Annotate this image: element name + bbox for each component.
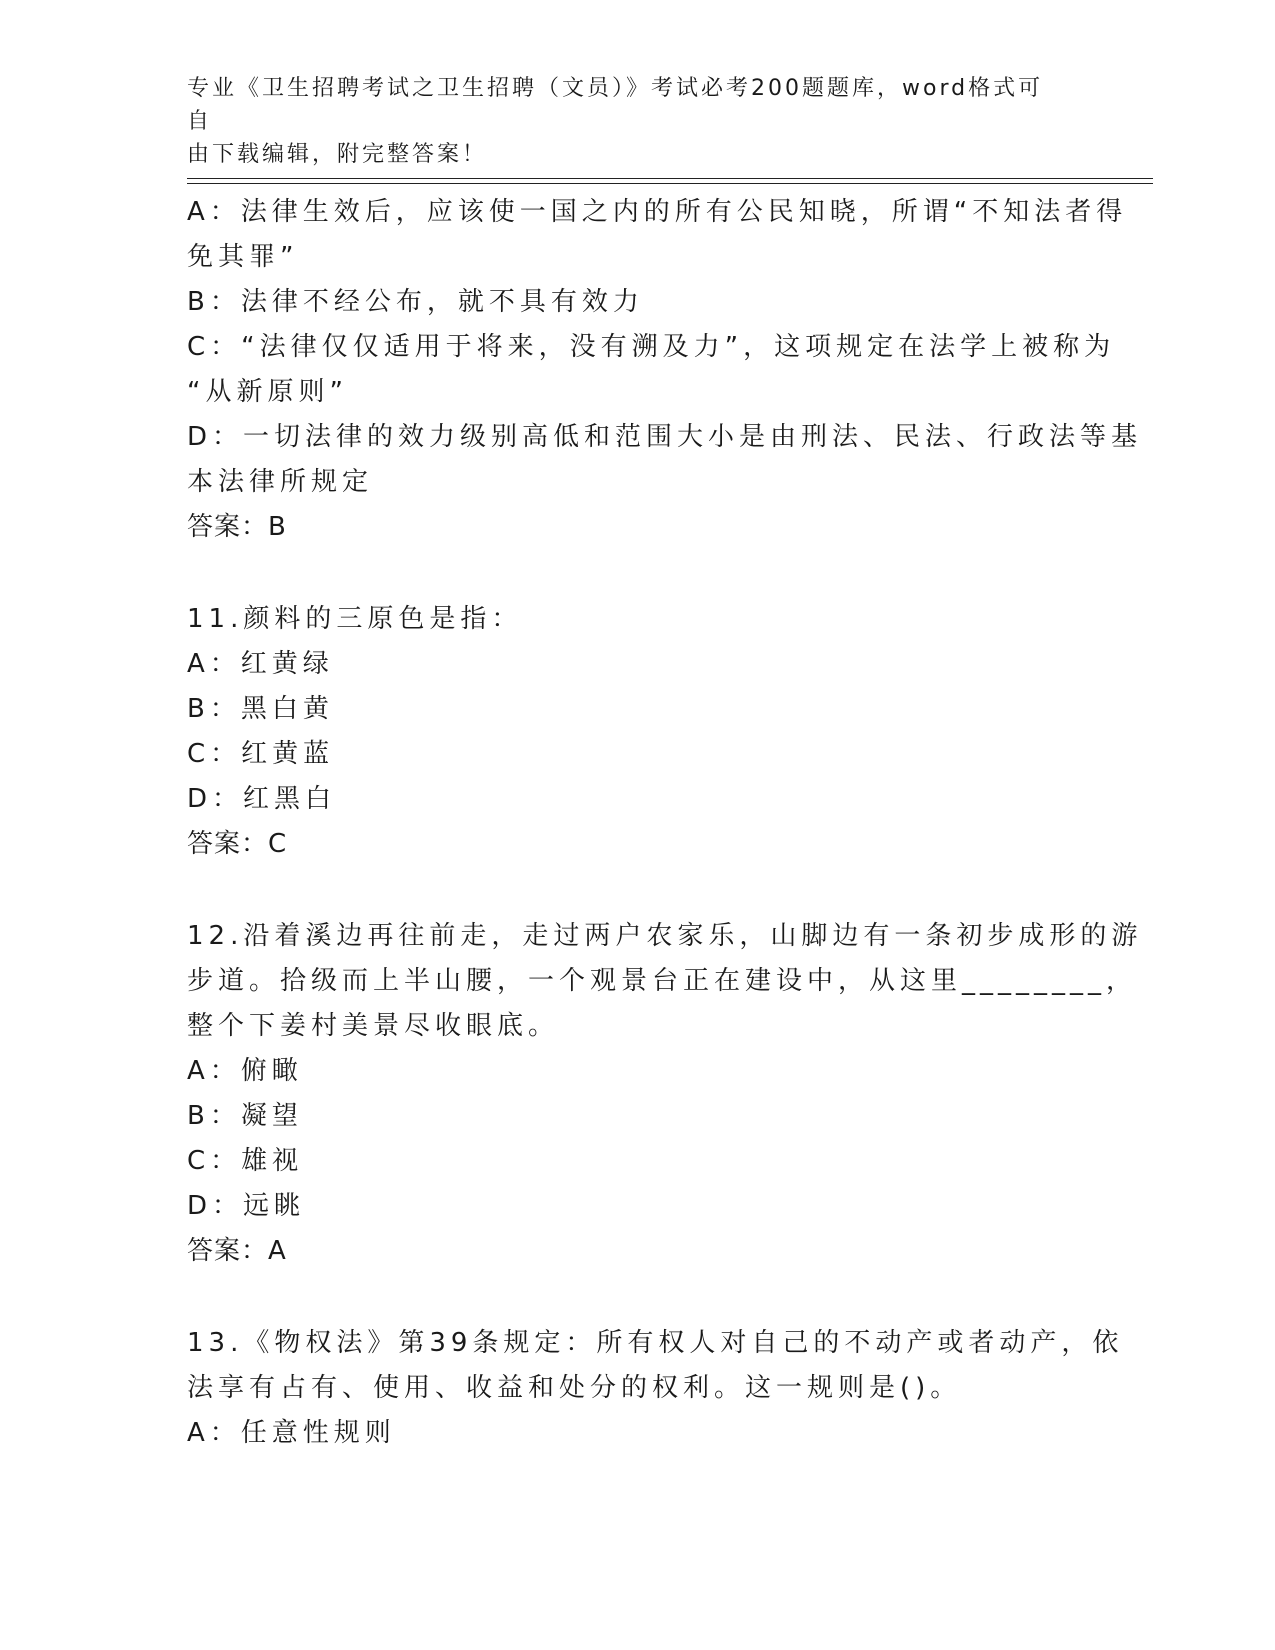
header-rule-bottom xyxy=(187,183,1153,184)
option-d: D：红黑白 xyxy=(187,784,337,814)
spacer xyxy=(187,1274,1087,1321)
option-a: A：红黄绿 xyxy=(187,649,334,679)
option-a: A：任意性规则 xyxy=(187,1418,396,1448)
question-stem: 11.颜料的三原色是指： xyxy=(187,604,523,634)
option-d-line-2: 本法律所规定 xyxy=(187,467,374,497)
question-stem-line-1: 13.《物权法》第39条规定：所有权人对自己的不动产或者动产，依 xyxy=(187,1328,1124,1358)
question-stem-line-3: 整个下姜村美景尽收眼底。 xyxy=(187,1011,560,1041)
option-d-line-1: D：一切法律的效力级别高低和范围大小是由刑法、民法、行政法等基 xyxy=(187,422,1143,452)
option-b: B：黑白黄 xyxy=(187,694,334,724)
option-c-line-1: C：“法律仅仅适用于将来，没有溯及力”，这项规定在法学上被称为 xyxy=(187,332,1116,362)
answer-line: 答案：B xyxy=(187,512,287,542)
spacer xyxy=(187,867,1087,914)
option-a-line-2: 免其罪” xyxy=(187,242,299,272)
answer-line: 答案：A xyxy=(187,1236,287,1266)
header-line-1: 专业《卫生招聘考试之卫生招聘（文员）》考试必考200题题库，word格式可自 xyxy=(187,76,1044,134)
question-stem-line-1: 12.沿着溪边再往前走，走过两户农家乐，山脚边有一条初步成形的游 xyxy=(187,921,1143,951)
option-c-line-2: “从新原则” xyxy=(187,377,348,407)
question-11-block xyxy=(187,597,1087,867)
question-stem-line-2: 步道。拾级而上半山腰，一个观景台正在建设中，从这里________， xyxy=(187,966,1138,996)
option-b: B：凝望 xyxy=(187,1101,303,1131)
question-12-block xyxy=(187,914,1143,1274)
answer-line: 答案：C xyxy=(187,829,288,859)
header-line-2: 由下载编辑，附完整答案！ xyxy=(187,142,488,167)
option-a: A：俯瞰 xyxy=(187,1056,303,1086)
question-list xyxy=(187,190,1143,1456)
question-13-block xyxy=(187,1321,1124,1456)
spacer xyxy=(187,550,1087,597)
option-b: B：法律不经公布，就不具有效力 xyxy=(187,287,644,317)
option-c: C：雄视 xyxy=(187,1146,304,1176)
option-d: D：远眺 xyxy=(187,1191,306,1221)
option-a-line-1: A：法律生效后，应该使一国之内的所有公民知晓，所谓“不知法者得 xyxy=(187,197,1128,227)
question-10-block xyxy=(187,190,1143,550)
question-stem-line-2: 法享有占有、使用、收益和处分的权利。这一规则是()。 xyxy=(187,1373,962,1403)
header-rule-top xyxy=(187,178,1153,179)
option-c: C：红黄蓝 xyxy=(187,739,335,769)
document-header xyxy=(187,72,1067,171)
